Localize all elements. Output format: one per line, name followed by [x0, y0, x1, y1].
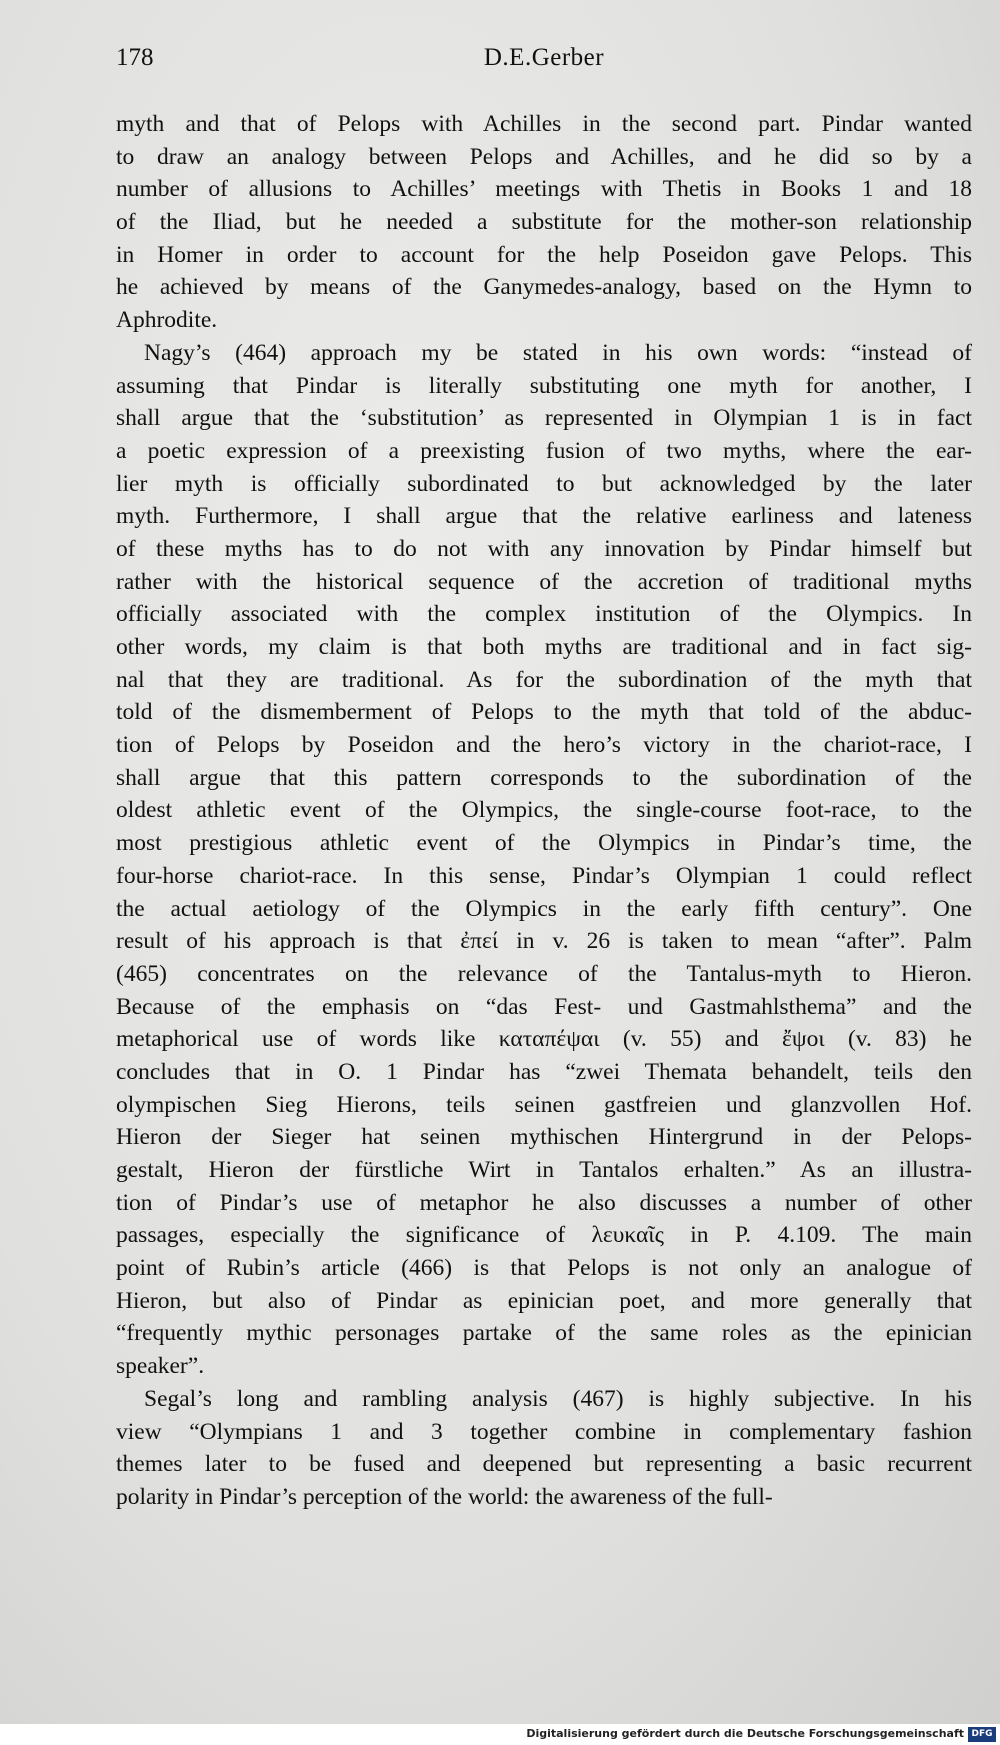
text-line: officially associated with the complex institution of the Olympics. In	[116, 601, 972, 628]
text-line: themes later to be fused and deepened but representing a basic recurrent	[116, 1451, 972, 1478]
text-line: Aphrodite.	[116, 307, 218, 334]
text-line: metaphorical use of words like καταπέψαι (v. 55) and ἔψοι (v. 83) he	[116, 1026, 972, 1053]
text-line: tion of Pindar’s use of metaphor he also discusses a number of other	[116, 1189, 972, 1216]
text-line: gestalt, Hieron der fürstliche Wirt in Tantalos erhalten.” As an illustra-	[116, 1157, 972, 1183]
text-line: he achieved by means of the Ganymedes-analogy, based on the Hymn to	[116, 274, 972, 301]
text-line: other words, my claim is that both myths are traditional and in fact sig-	[116, 634, 972, 660]
text-line: polarity in Pindar’s perception of the world: the awareness of the full-	[116, 1483, 773, 1510]
page-number: 178	[116, 44, 154, 71]
text-line: the actual aetiology of the Olympics in the early fifth century”. One	[116, 895, 972, 922]
text-line: Segal’s long and rambling analysis (467) is highly subjective. In his	[144, 1385, 972, 1412]
text-line: Because of the emphasis on “das Fest- und Gastmahlsthema” and the	[116, 993, 972, 1020]
text-line: (465) concentrates on the relevance of the Tantalus-myth to Hieron.	[116, 960, 972, 987]
text-line: of these myths has to do not with any innovation by Pindar himself but	[116, 535, 972, 562]
text-line: concludes that in O. 1 Pindar has “zwei Themata behandelt, teils den	[116, 1058, 972, 1085]
text-line: nal that they are traditional. As for the subordination of the myth that	[116, 666, 972, 693]
text-line: told of the dismemberment of Pelops to the myth that told of the abduc-	[116, 699, 972, 726]
text-line: oldest athletic event of the Olympics, the single-course foot-race, to the	[116, 797, 972, 824]
text-line: point of Rubin’s article (466) is that Pelops is not only an analogue of	[116, 1255, 972, 1282]
text-line: lier myth is officially subordinated to but acknowledged by the later	[116, 470, 972, 497]
funding-credit: Digitalisierung gefördert durch die Deutsche Forschungsgemeinschaft	[526, 1727, 964, 1740]
text-line: four-horse chariot-race. In this sense, Pindar’s Olympian 1 could reflect	[116, 862, 972, 889]
text-line: most prestigious athletic event of the Olympics in Pindar’s time, the	[116, 830, 972, 857]
text-line: tion of Pelops by Poseidon and the hero’s victory in the chariot-race, I	[116, 732, 972, 759]
page-header	[116, 44, 972, 84]
paragraph	[116, 1383, 972, 1514]
paragraph	[116, 337, 972, 1383]
text-line: assuming that Pindar is literally substituting one myth for another, I	[116, 372, 972, 399]
text-line: result of his approach is that ἐπεί in v. 26 is taken to mean “after”. Palm	[116, 928, 972, 955]
text-line: of the Iliad, but he needed a substitute for the mother-son relationship	[116, 209, 972, 236]
text-line: to draw an analogy between Pelops and Achilles, and he did so by a	[116, 143, 972, 170]
digitization-footer	[0, 1724, 1000, 1745]
text-line: view “Olympians 1 and 3 together combine in complementary fashion	[116, 1418, 972, 1445]
text-line: in Homer in order to account for the help Poseidon gave Pelops. This	[116, 241, 972, 268]
text-line: Nagy’s (464) approach my be stated in his own words: “instead of	[144, 339, 972, 366]
text-line: rather with the historical sequence of the accretion of traditional myths	[116, 568, 972, 595]
running-head: D.E.Gerber	[483, 44, 605, 71]
text-line: speaker”.	[116, 1353, 205, 1380]
text-line: a poetic expression of a preexisting fusion of two myths, where the ear-	[116, 437, 972, 464]
paragraph	[116, 108, 972, 337]
text-line: shall argue that this pattern corresponds to the subordination of the	[116, 764, 972, 791]
dfg-logo: DFG	[968, 1727, 996, 1742]
text-line: myth and that of Pelops with Achilles in the second part. Pindar wanted	[116, 111, 972, 137]
body-text	[116, 108, 972, 1514]
text-line: Hieron der Sieger hat seinen mythischen Hintergrund in der Pelops-	[116, 1124, 972, 1151]
text-line: passages, especially the significance of λευκαῖς in P. 4.109. The main	[116, 1222, 972, 1249]
text-line: myth. Furthermore, I shall argue that the relative earliness and lateness	[116, 503, 972, 530]
text-line: “frequently mythic personages partake of the same roles as the epinician	[116, 1320, 972, 1347]
text-line: olympischen Sieg Hierons, teils seinen gastfreien und glanzvollen Hof.	[116, 1091, 972, 1118]
text-line: shall argue that the ‘substitution’ as represented in Olympian 1 is in fact	[116, 405, 972, 432]
text-line: Hieron, but also of Pindar as epinician poet, and more generally that	[116, 1287, 972, 1314]
text-line: number of allusions to Achilles’ meetings with Thetis in Books 1 and 18	[116, 176, 972, 203]
